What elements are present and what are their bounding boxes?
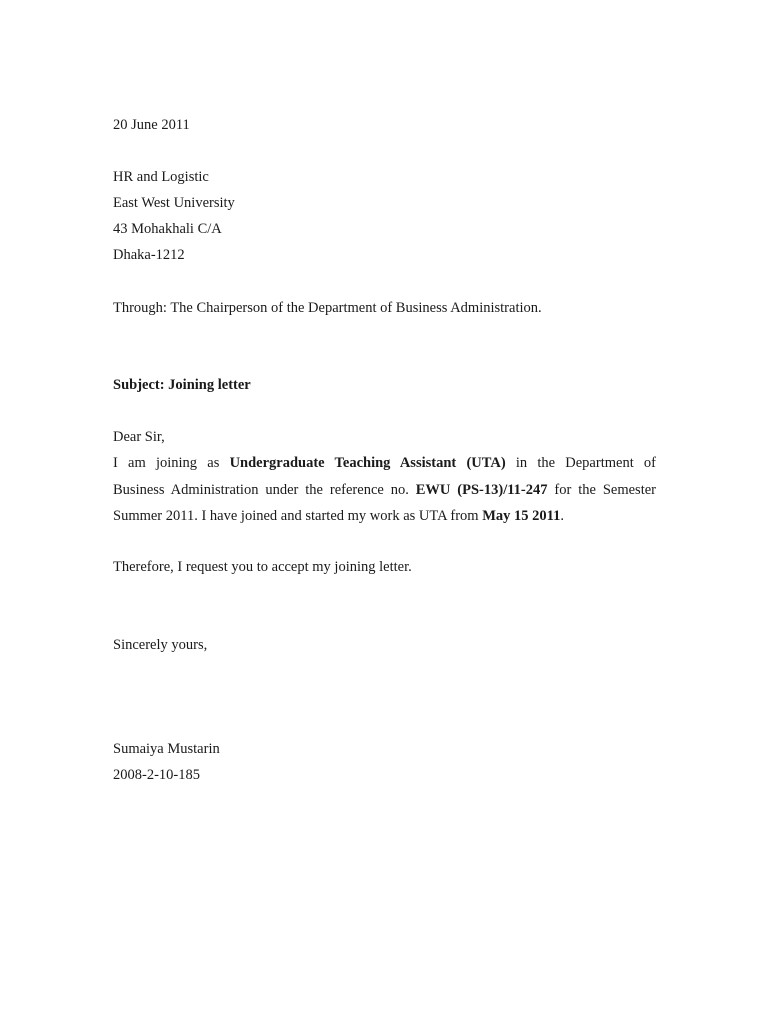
signature-name: Sumaiya Mustarin — [113, 741, 220, 757]
body-paragraph-1-line-1: I am joining as Undergraduate Teaching Assistant (UTA) in the Department of — [113, 455, 657, 471]
through-line: Through: The Chairperson of the Department of Business Administration. — [113, 300, 542, 316]
recipient-line-2: East West University — [113, 195, 235, 211]
body-paragraph-2: Therefore, I request you to accept my joining letter. — [113, 559, 412, 575]
closing: Sincerely yours, — [113, 637, 208, 653]
signature-id: 2008-2-10-185 — [113, 767, 200, 783]
recipient-line-1: HR and Logistic — [113, 169, 209, 185]
body-paragraph-1-line-3: Summer 2011. I have joined and started my work as UTA from May 15 2011. — [113, 508, 564, 524]
salutation: Dear Sir, — [113, 429, 165, 445]
body-paragraph-1-line-2: Business Administration under the reference no. EWU (PS-13)/11-247 for the Semester — [113, 482, 656, 498]
subject-line: Subject: Joining letter — [113, 377, 251, 393]
recipient-line-4: Dhaka-1212 — [113, 247, 185, 263]
letter-date: 20 June 2011 — [113, 117, 190, 133]
recipient-line-3: 43 Mohakhali C/A — [113, 221, 222, 237]
